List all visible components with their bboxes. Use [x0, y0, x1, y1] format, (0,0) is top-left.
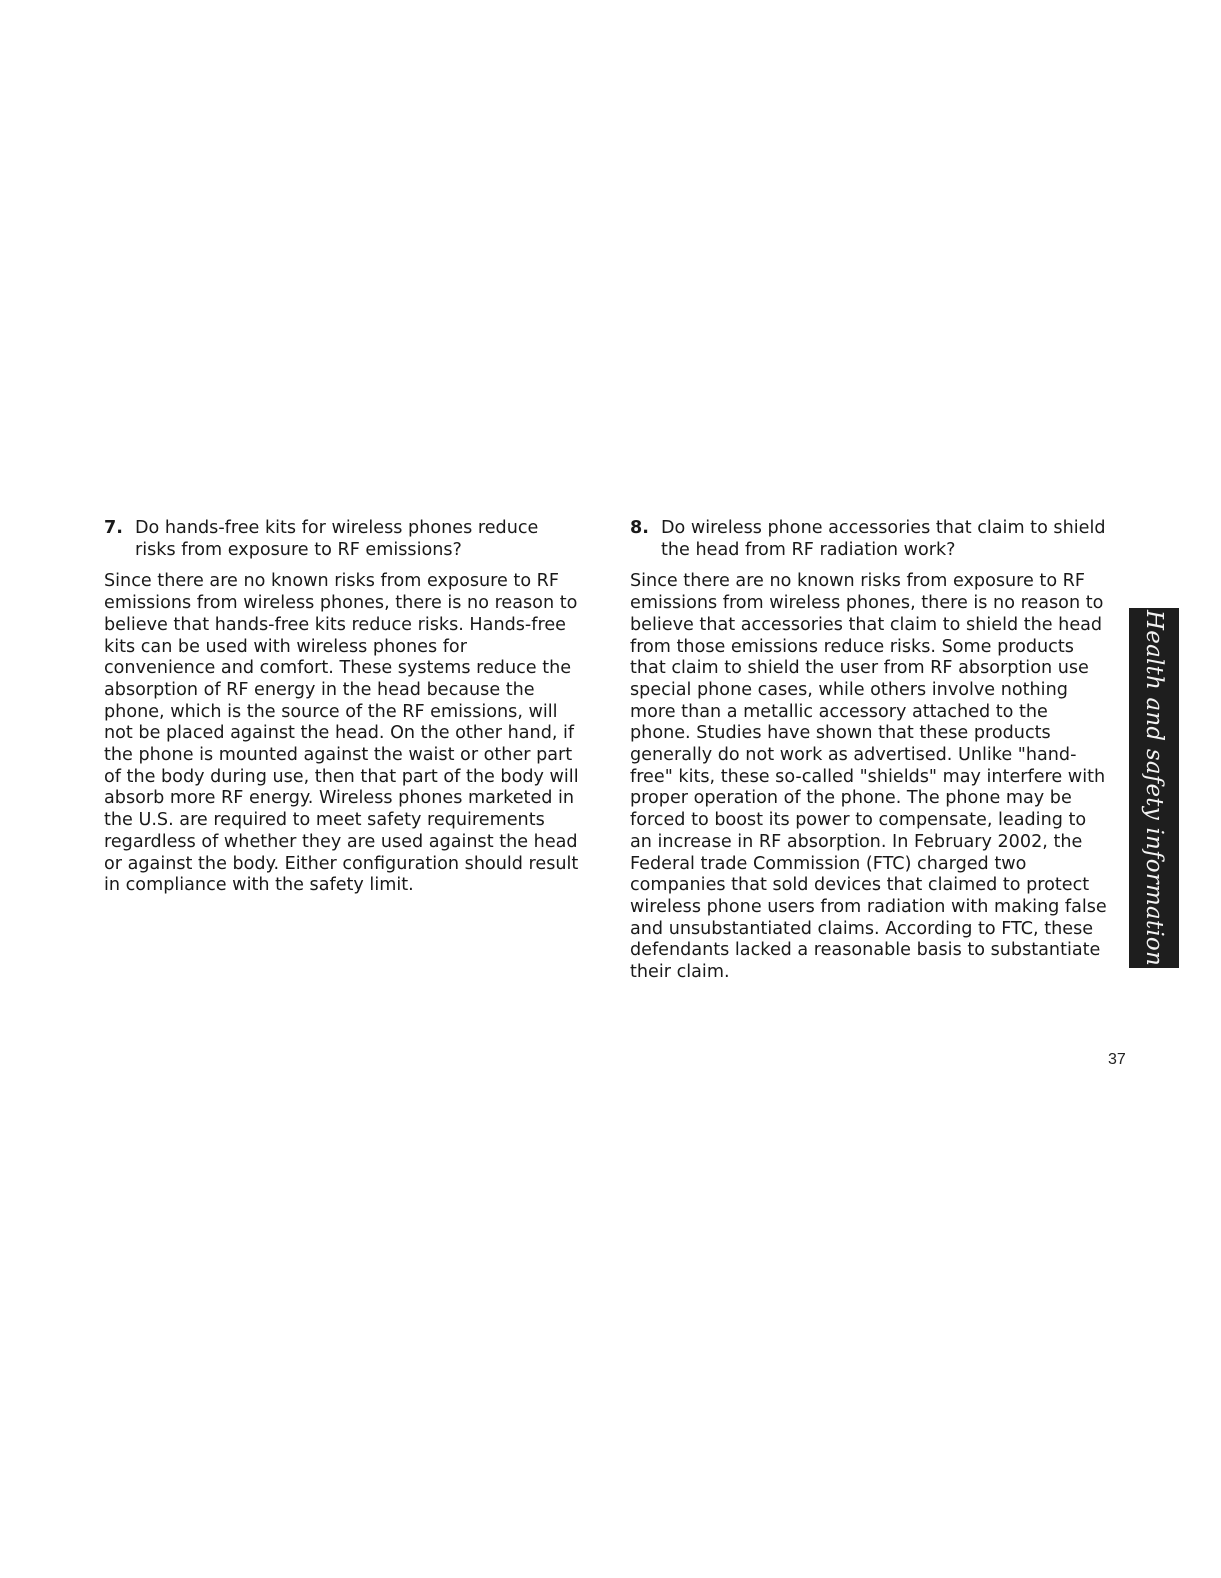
side-tab-label: Health and safety information [1141, 610, 1167, 966]
question-text: Do wireless phone accessories that claim to shield the head from RF radiation work? [661, 518, 1106, 560]
answer-8: Since there are no known risks from exposure to RF emissions from wireless phones, there is no reason to believe that accessories that claim to shield the head from those emissions reduce risks. Some products that claim to shield the user from RF absorption use special phone cases, while others involve nothing more than a metallic accessory attached to the phone. Studies have shown that these products generally do not work as advertised. Unlike "hand-free" kits, these so-called "shields" may interfere with proper operation of the phone. The phone may be forced to boost its power to compensate, leading to an increase in RF absorption. In February 2002, the Federal trade Commission (FTC) charged two companies that sold devices that claimed to protect wireless phone users from radiation with making false and unsubstantiated claims. According to FTC, these defendants lacked a reasonable basis to substantiate their claim. [630, 571, 1107, 983]
left-column [104, 518, 582, 897]
question-number: 8. [630, 518, 649, 538]
right-column [630, 518, 1112, 984]
question-8 [630, 518, 1112, 561]
question-number: 7. [104, 518, 123, 538]
section-side-tab [1129, 608, 1179, 968]
answer-7: Since there are no known risks from exposure to RF emissions from wireless phones, there is no reason to believe that hands-free kits reduce risks. Hands-free kits can be used with wireless phones for convenience and comfort. These systems reduce the absorption of RF energy in the head because the phone, which is the source of the RF emissions, will not be placed against the head. On the other hand, if the phone is mounted against the waist or other part of the body during use, then that part of the body will absorb more RF energy. Wireless phones marketed in the U.S. are required to meet safety requirements regardless of whether they are used against the head or against the body. Either configuration should result in compliance with the safety limit. [104, 571, 579, 896]
question-text: Do hands-free kits for wireless phones reduce risks from exposure to RF emissions? [135, 518, 539, 560]
question-7 [104, 518, 582, 561]
page-number: 37 [1108, 1051, 1126, 1068]
